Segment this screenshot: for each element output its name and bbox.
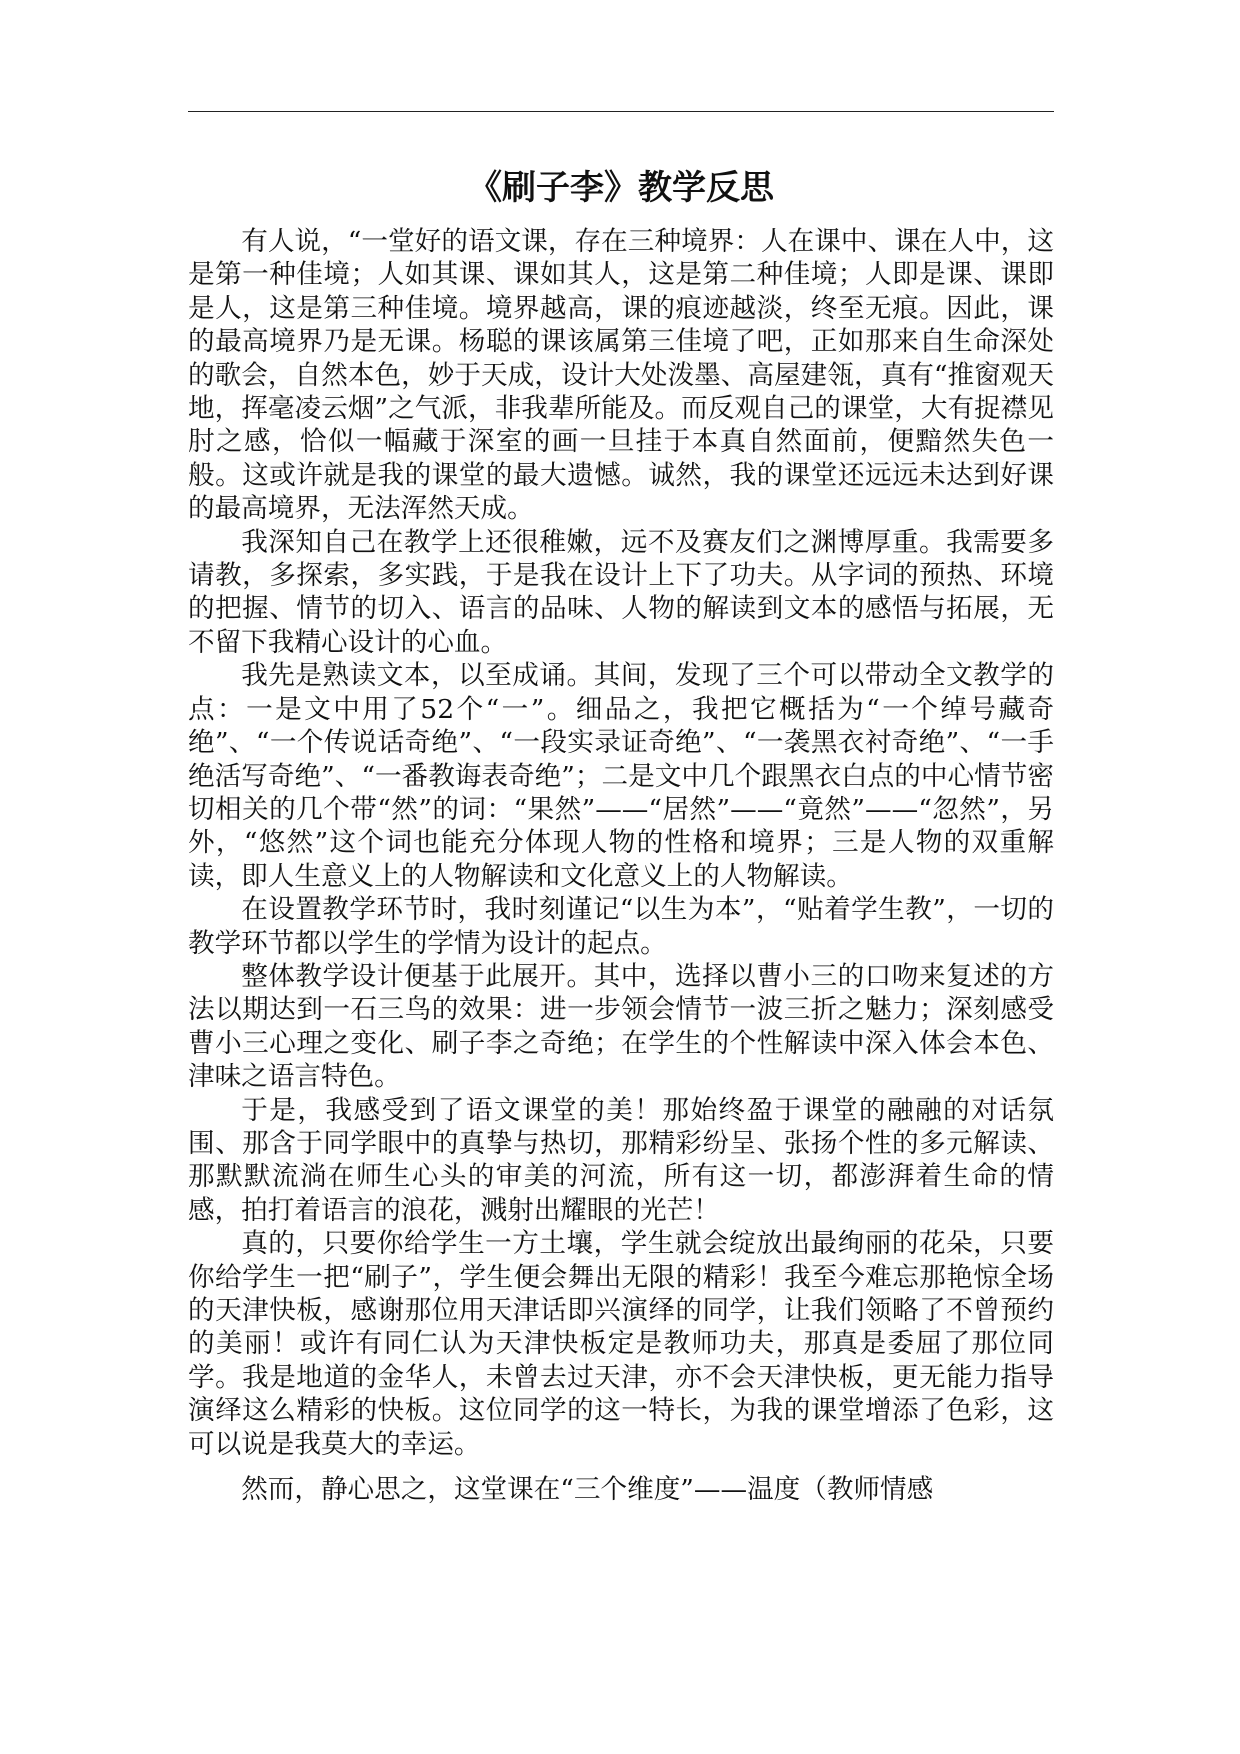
header-divider — [188, 111, 1054, 112]
paragraph-4: 在设置教学环节时，我时刻谨记“以生为本”，“贴着学生教”，一切的教学环节都以学生的学情为设计的起点。 — [188, 894, 1054, 959]
paragraph-6: 于是，我感受到了语文课堂的美！那始终盈于课堂的融融的对话氛围、那含于同学眼中的真挚与热切，那精彩纷呈、张扬个性的多元解读、那默默流淌在师生心头的审美的河流，所有这一切，都澎湃着生命的情感，拍打着语言的浪花，溅射出耀眼的光芒！ — [188, 1094, 1054, 1226]
paragraph-8: 然而，静心思之，这堂课在“三个维度”——温度（教师情感 — [241, 1474, 934, 1506]
document-body — [188, 225, 1054, 1506]
paragraph-7: 真的，只要你给学生一方土壤，学生就会绽放出最绚丽的花朵，只要你给学生一把“刷子”，学生便会舞出无限的精彩！我至今难忘那艳惊全场的天津快板，感谢那位用天津话即兴演绎的同学，让我们领略了不曾预约的美丽！或许有同仁认为天津快板定是教师功夫，那真是委屈了那位同学。我是地道的金华人，未曾去过天津，亦不会天津快板，更无能力指导演绎这么精彩的快板。这位同学的这一特长，为我的课堂增添了色彩，这可以说是我莫大的幸运。 — [188, 1228, 1054, 1460]
paragraph-5: 整体教学设计便基于此展开。其中，选择以曹小三的口吻来复述的方法以期达到一石三鸟的效果：进一步领会情节一波三折之魅力；深刻感受曹小三心理之变化、刷子李之奇绝；在学生的个性解读中深入体会本色、津味之语言特色。 — [188, 960, 1054, 1093]
paragraph-3: 我先是熟读文本，以至成诵。其间，发现了三个可以带动全文教学的点：一是文中用了52个“一”。细品之，我把它概括为“一个绰号藏奇绝”、“一个传说话奇绝”、“一段实录证奇绝”、“一袭黑衣衬奇绝”、“一手绝活写奇绝”、“一番教诲表奇绝”；二是文中几个跟黑衣白点的中心情节密切相关的几个带“然”的词：“果然”——“居然”——“竟然”——“忽然”，另外，“悠然”这个词也能充分体现人物的性格和境界；三是人物的双重解读，即人生意义上的人物解读和文化意义上的人物解读。 — [188, 660, 1054, 892]
paragraph-1: 有人说，“一堂好的语文课，存在三种境界：人在课中、课在人中，这是第一种佳境；人如其课、课如其人，这是第二种佳境；人即是课、课即是人，这是第三种佳境。境界越高，课的痕迹越淡，终至无痕。因此，课的最高境界乃是无课。杨聪的课该属第三佳境了吧，正如那来自生命深处的歌会，自然本色，妙于天成，设计大处泼墨、高屋建瓴，真有“推窗观天地，挥毫凌云烟”之气派，非我辈所能及。而反观自己的课堂，大有捉襟见肘之感，恰似一幅藏于深室的画一旦挂于本真自然面前，便黯然失色一般。这或许就是我的课堂的最大遗憾。诚然，我的课堂还远远未达到好课的最高境界，无法浑然天成。 — [188, 226, 1054, 525]
document-title: 《刷子李》教学反思 — [468, 168, 774, 208]
paragraph-2: 我深知自己在教学上还很稚嫩，远不及赛友们之渊博厚重。我需要多请教，多探索，多实践，于是我在设计上下了功夫。从字词的预热、环境的把握、情节的切入、语言的品味、人物的解读到文本的感悟与拓展，无不留下我精心设计的心血。 — [188, 526, 1054, 658]
